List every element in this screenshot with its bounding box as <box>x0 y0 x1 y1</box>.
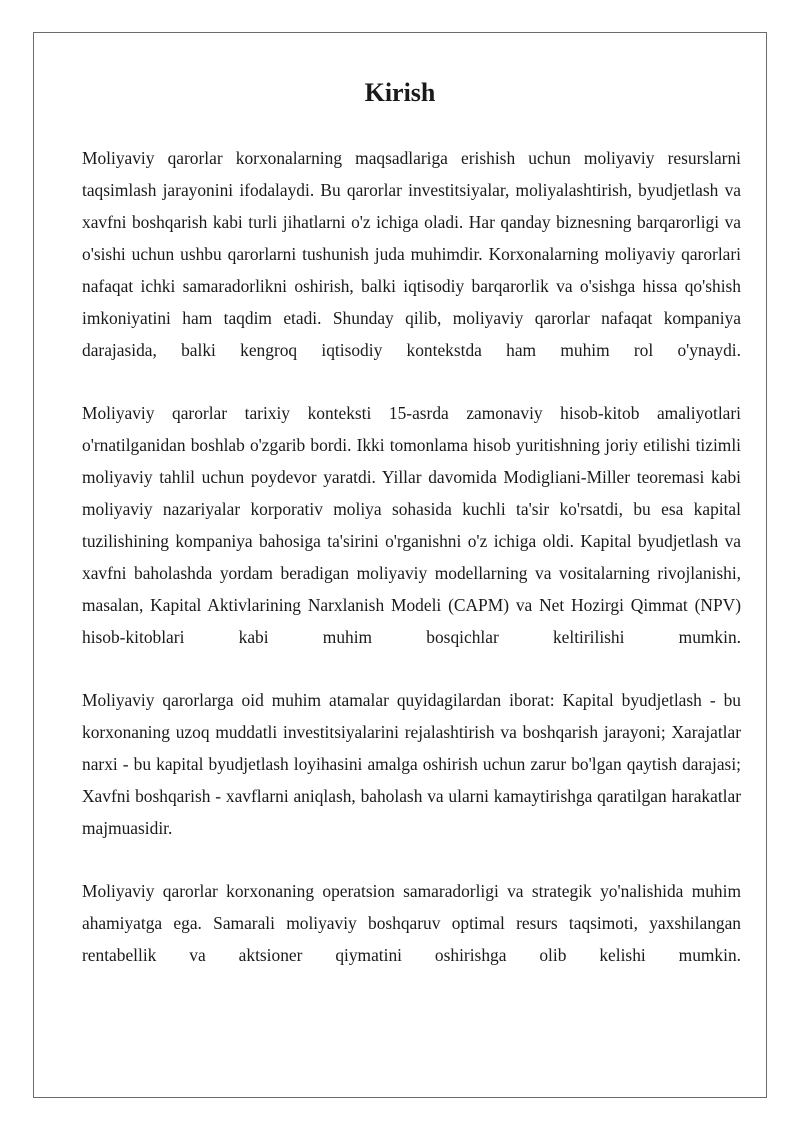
document-body <box>82 142 741 971</box>
paragraph-significance: Moliyaviy qarorlar korxonaning operatsion samaradorligi va strategik yo'nalishida muhim ahamiyatga ega. Samarali moliyaviy boshqaruv optimal resurs taqsimoti, yaxshilangan rentabellik va aktsioner qiymatini oshirishga olib kelishi mumkin. <box>82 881 741 965</box>
page-title: Kirish <box>364 78 436 107</box>
paragraph-introduction: Moliyaviy qarorlar korxonalarning maqsadlariga erishish uchun moliyaviy resurslarni taqsimlash jarayonini ifodalaydi. Bu qarorlar investitsiyalar, moliyalashtirish, byudjetlash va xavfni boshqarish kabi turli jihatlarni o'z ichiga oladi. Har qanday biznesning barqarorligi va o'sishi uchun ushbu qarorlarni tushunish juda muhimdir. Korxonalarning moliyaviy qarorlari nafaqat ichki samaradorlikni oshirish, balki iqtisodiy barqarorlik va o'sishga hissa qo'shish imkoniyatini ham taqdim etadi. Shunday qilib, moliyaviy qarorlar nafaqat kompaniya darajasida, balki kengroq iqtisodiy kontekstda ham muhim rol o'ynaydi. <box>82 148 741 360</box>
paragraph-key-terms: Moliyaviy qarorlarga oid muhim atamalar quyidagilardan iborat: Kapital byudjetlash - bu korxonaning uzoq muddatli investitsiyalarini rejalashtirish va boshqarish jarayoni; Xarajatlar narxi - bu kapital byudjetlash loyihasini amalga oshirish uchun zarur bo'lgan qaytish darajasi; Xavfni boshqarish - xavflarni aniqlash, baholash va ularni kamaytirishga qaratilgan harakatlar majmuasidir. <box>82 690 741 838</box>
paragraph-historical-context: Moliyaviy qarorlar tarixiy konteksti 15-asrda zamonaviy hisob-kitob amaliyotlari o'rnatilganidan boshlab o'zgarib bordi. Ikki tomonlama hisob yuritishning joriy etilishi tizimli moliyaviy tahlil uchun poydevor yaratdi. Yillar davomida Modigliani-Miller teoremasi kabi moliyaviy nazariyalar korporativ moliya sohasida kuchli ta'sir ko'rsatdi, bu esa kapital tuzilishining kompaniya bahosiga ta'sirini o'rganishni o'z ichiga oldi. Kapital byudjetlash va xavfni baholashda yordam beradigan moliyaviy modellarning va vositalarning rivojlanishi, masalan, Kapital Aktivlarining Narxlanish Modeli (CAPM) va Net Hozirgi Qimmat (NPV) hisob-kitoblari kabi muhim bosqichlar keltirilishi mumkin. <box>82 403 741 647</box>
